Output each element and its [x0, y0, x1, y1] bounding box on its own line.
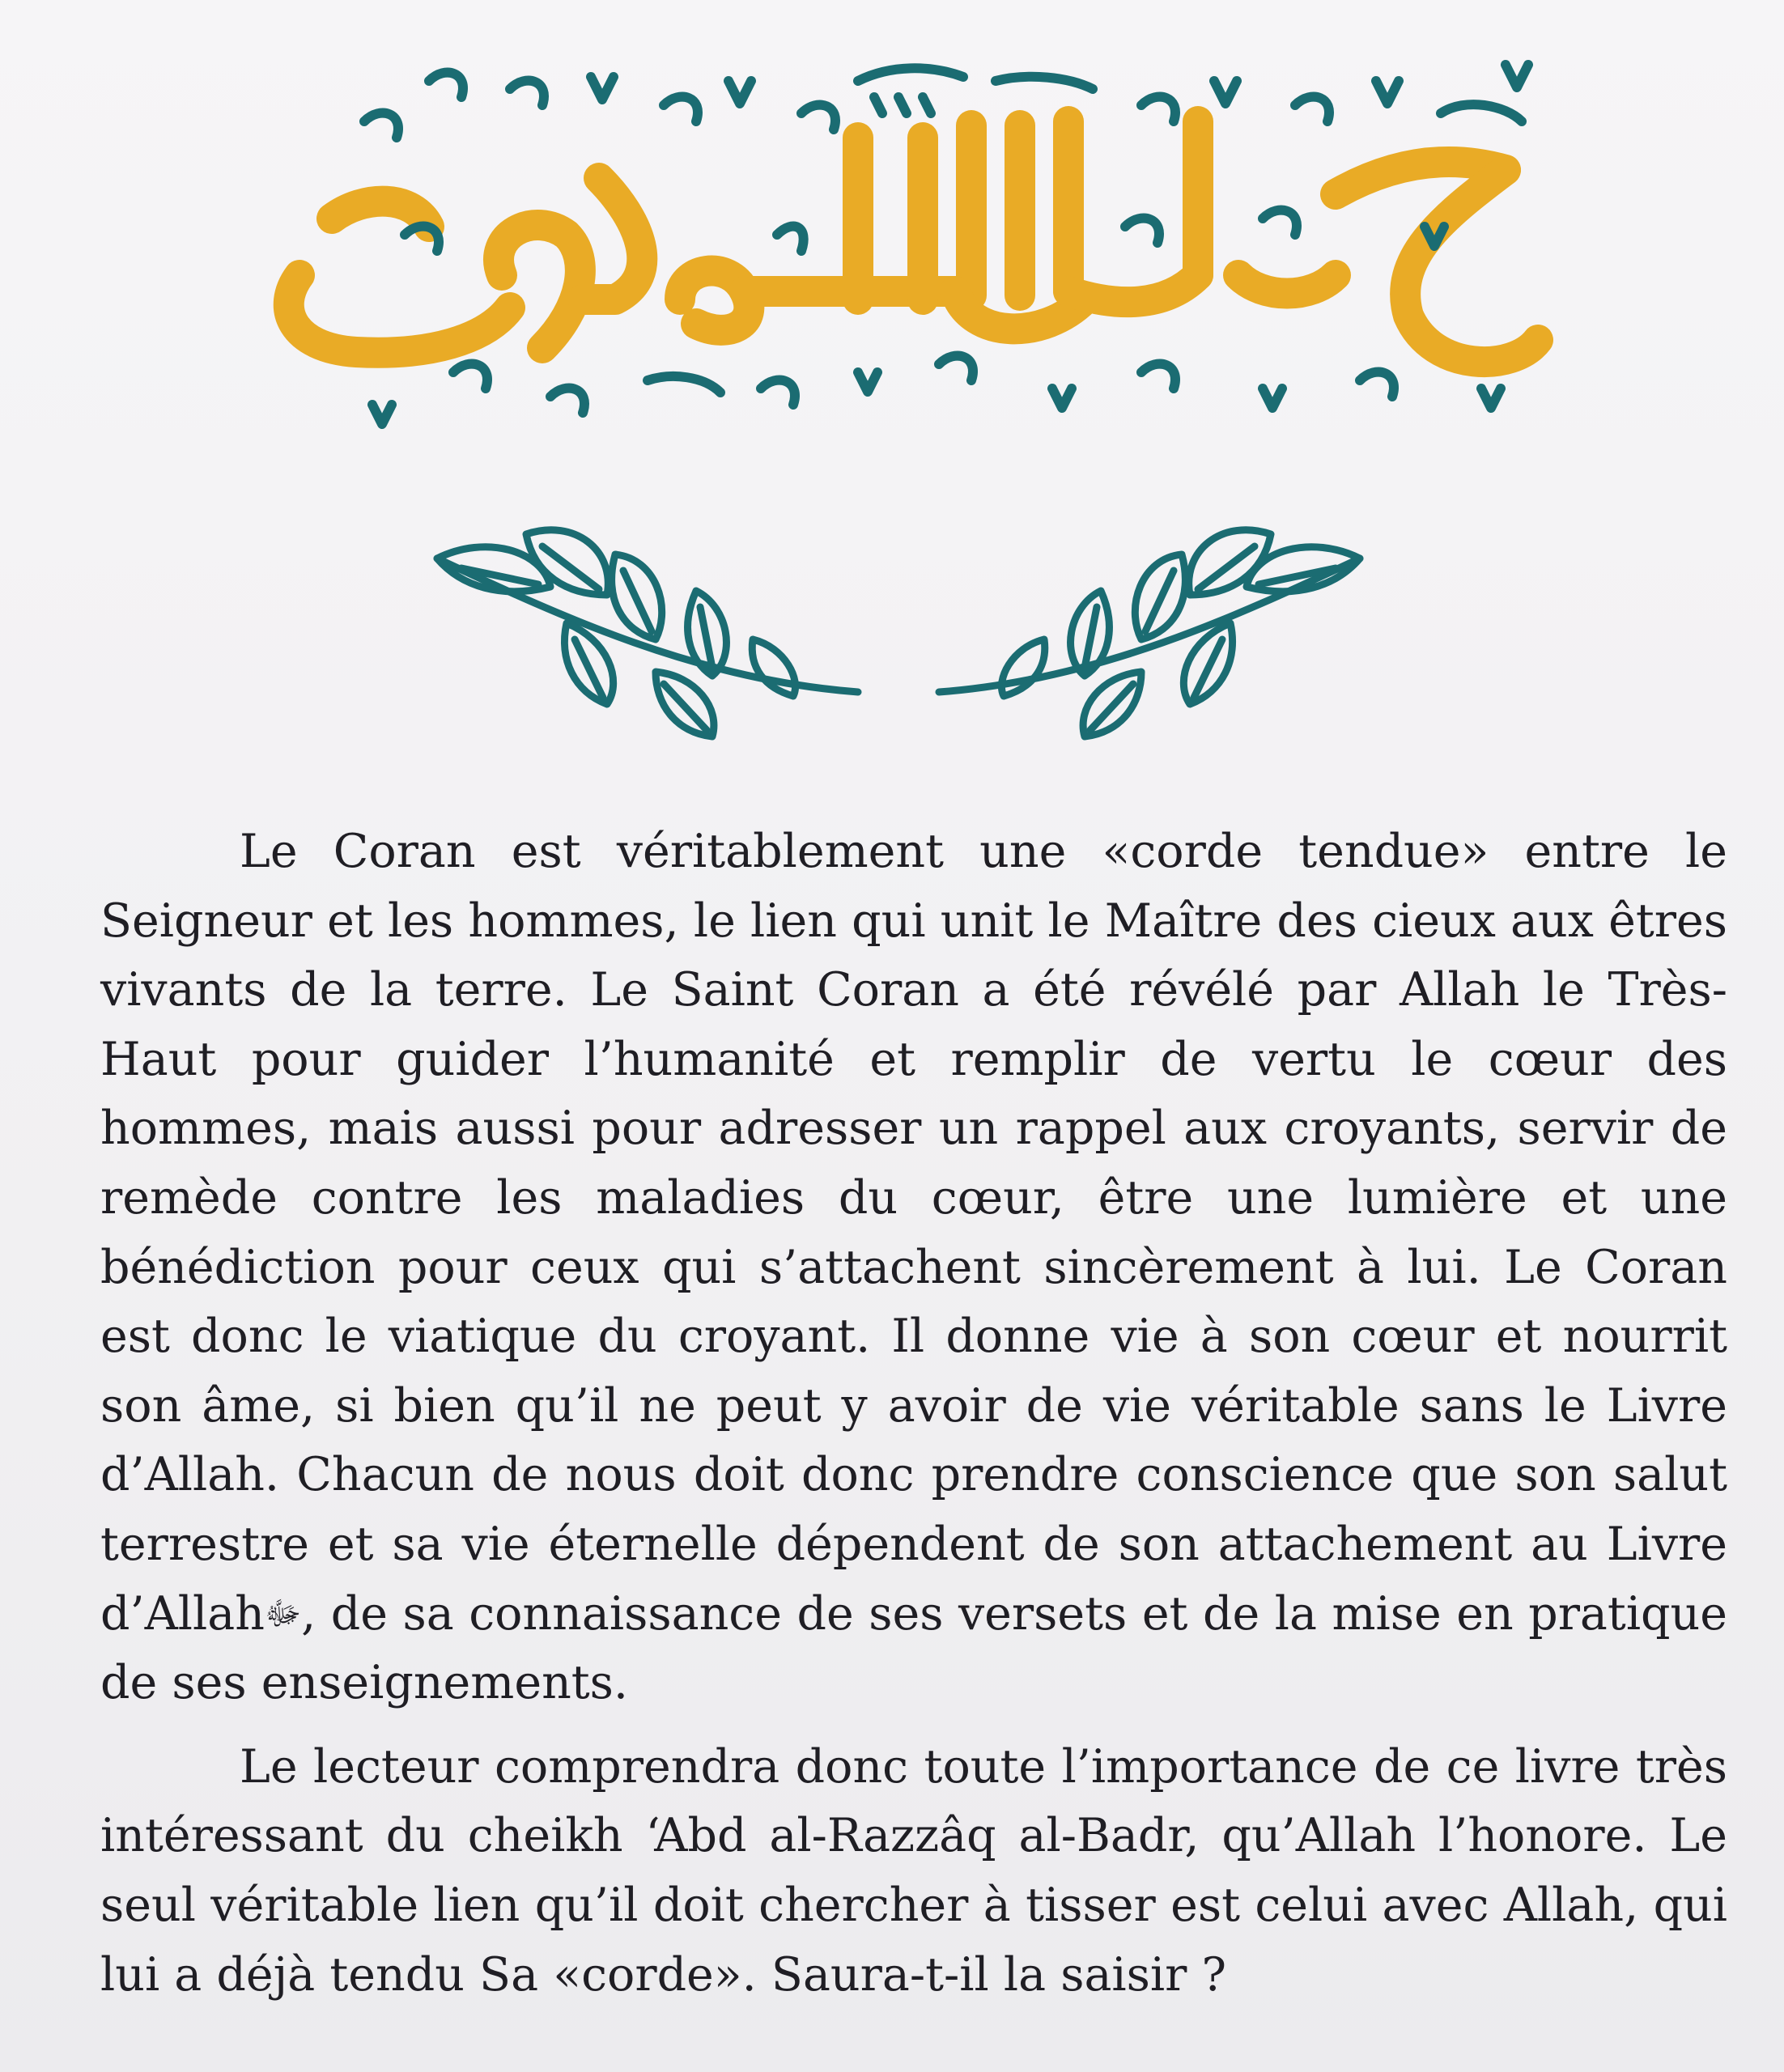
arabic-calligraphy-title [243, 32, 1578, 453]
honorific-glyph: ﷻ [264, 1594, 302, 1633]
paragraph-2: Le lecteur comprendra donc toute l’importance de ce livre très intéressant du cheikh ‘Abd al-Razzâq al-Badr, qu’Allah l’honore. Le seul véritable lien qu’il doit chercher à tisser est celui avec Allah, qui lui a déjà tendu Sa «corde». Saura-t-il la saisir ? [100, 1739, 1727, 2002]
laurel-ornament-icon [429, 518, 1368, 761]
paragraph-1-text-end: , de sa connaissance de ses versets et de la mise en pratique de ses enseignements. [100, 1586, 1727, 1710]
paragraph-1-text: Le Coran est véritablement une «corde tendue» entre le Seigneur et les hommes, le lien qui unit le Maître des cieux aux êtres vivants de la terre. Le Saint Coran a été révélé par Allah le Très-Haut pour guider l’humanité et remplir de vertu le cœur des hommes, mais aussi pour adresser un rappel aux croyants, servir de remède contre les maladies du cœur, être une lumière et une bénédiction pour ceux qui s’attachent sincèrement à lui. Le Coran est donc le viatique du croyant. Il donne vie à son cœur et nourrit son âme, si bien qu’il ne peut y avoir de vie véritable sans le Livre d’Allah. Chacun de nous doit donc prendre conscience que son salut terrestre et sa vie éternelle dépendent de son attachement au Livre d’Allah [100, 825, 1727, 1641]
paragraph-1 [100, 817, 1727, 1718]
body-text [100, 817, 1727, 2010]
